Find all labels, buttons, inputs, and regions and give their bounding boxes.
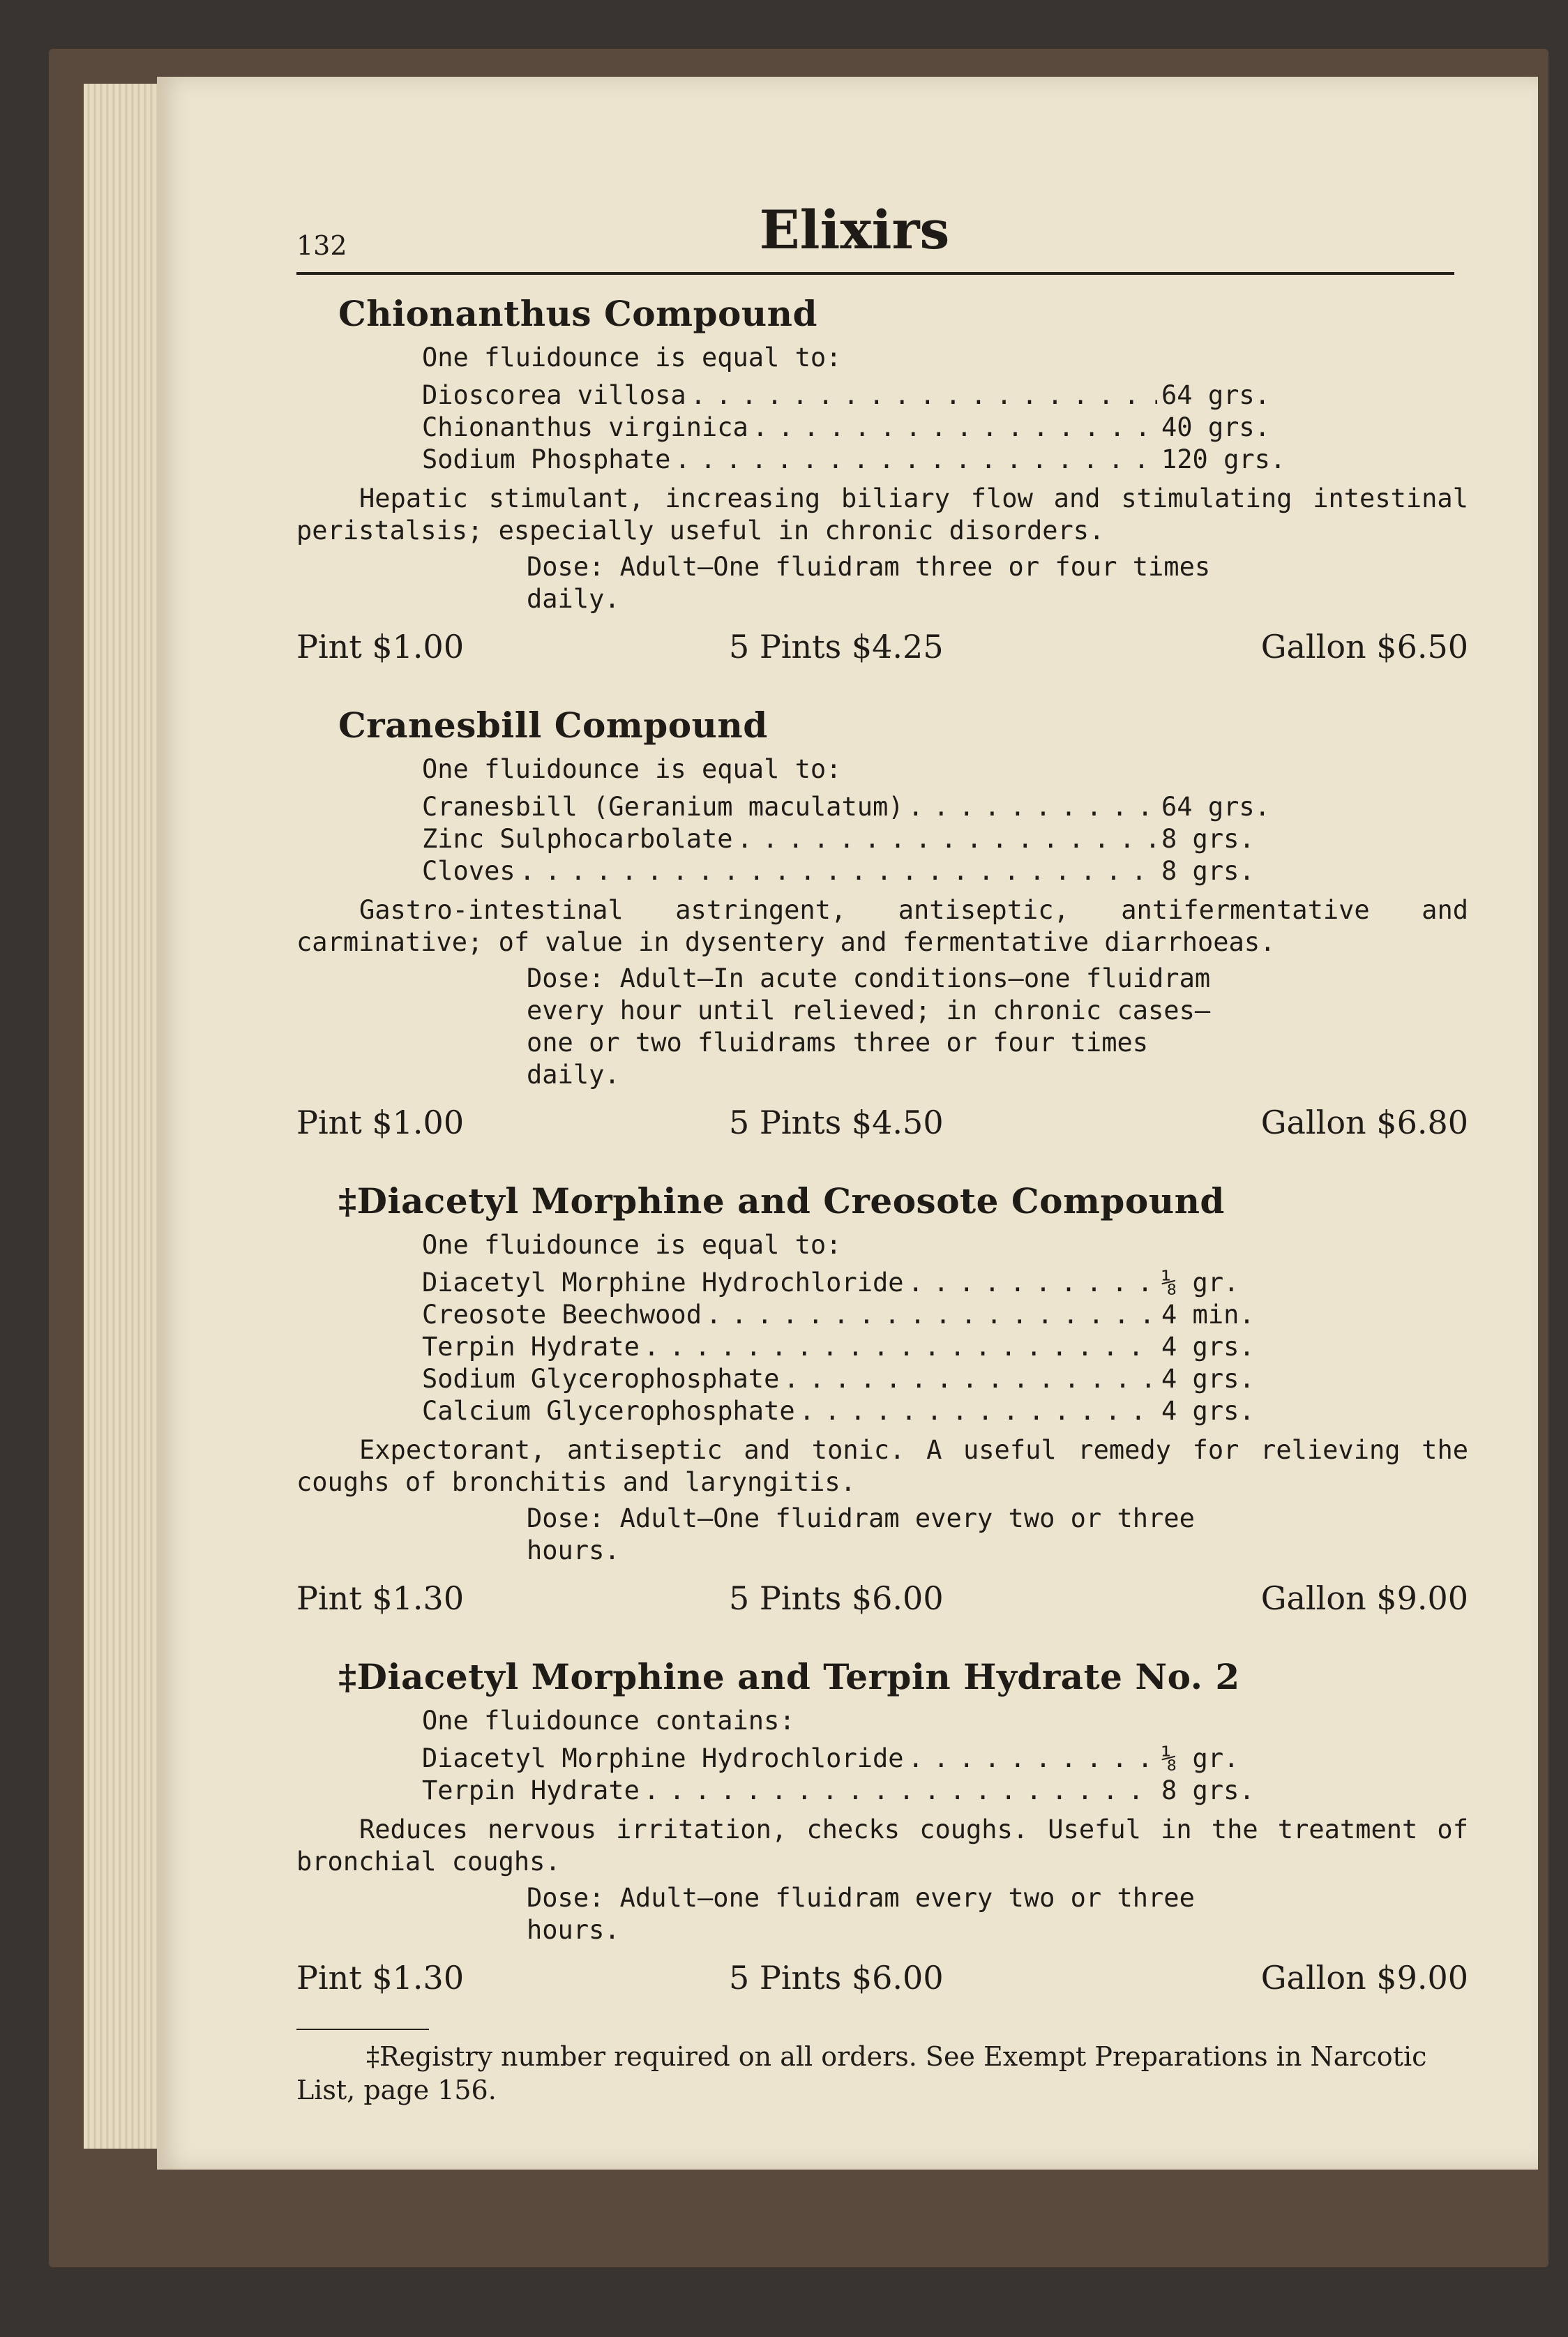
page-content (296, 293, 1468, 2107)
leader-dots (644, 1775, 1157, 1807)
leader-dots (908, 791, 1157, 823)
entry-dose: Dose: Adult—one fluidram every two or three hours. (527, 1883, 1195, 1945)
ingredient-row (422, 1775, 1294, 1807)
entry-title: ‡Diacetyl Morphine and Terpin Hydrate No. 2 (338, 1656, 1240, 1697)
entry-intro: One fluidounce contains: (422, 1706, 795, 1736)
entry-intro: One fluidounce is equal to: (422, 754, 842, 784)
ingredient-row (422, 791, 1294, 823)
price-row (296, 628, 1468, 670)
leader-dots (520, 855, 1157, 887)
page-number: 132 (296, 230, 347, 261)
entry-dose: Dose: Adult—One fluidram every two or three hours. (527, 1503, 1195, 1565)
ingredient-qty: 4 grs. (1161, 1396, 1255, 1426)
ingredient-qty: 64 grs. (1161, 792, 1270, 822)
entry-diacetyl-morphine-terpin (296, 1656, 1468, 2001)
ingredient-row (422, 1299, 1294, 1331)
entry-chionanthus-compound (296, 293, 1468, 670)
entry-title: ‡Diacetyl Morphine and Creosote Compound (338, 1180, 1225, 1222)
ingredient-name: Sodium Phosphate (422, 444, 671, 474)
ingredient-qty: 8 grs. (1161, 1775, 1255, 1805)
ingredient-row (422, 823, 1294, 855)
ingredient-row (422, 1363, 1294, 1395)
price-pint: Pint $1.30 (296, 1959, 465, 1997)
ingredient-qty: 40 grs. (1161, 412, 1270, 442)
ingredient-name: Terpin Hydrate (422, 1332, 640, 1362)
leader-dots (644, 1331, 1157, 1363)
ingredient-qty: ⅛ gr. (1161, 1743, 1239, 1773)
ingredient-name: Diacetyl Morphine Hydrochloride (422, 1743, 904, 1773)
entry-title: Chionanthus Compound (338, 293, 817, 334)
price-pint: Pint $1.00 (296, 628, 465, 666)
leader-dots (737, 823, 1157, 855)
price-five-pints: 5 Pints $4.50 (729, 1104, 944, 1141)
leader-dots (691, 380, 1157, 412)
entry-intro: One fluidounce is equal to: (422, 1230, 842, 1260)
entry-gap (296, 670, 1468, 705)
price-row (296, 1959, 1468, 2001)
ingredient-row (422, 380, 1294, 412)
price-pint: Pint $1.30 (296, 1579, 465, 1617)
ingredient-name: Dioscorea villosa (422, 380, 686, 410)
ingredient-row (422, 1267, 1294, 1299)
book-page (157, 77, 1538, 2170)
price-gallon: Gallon $6.80 (1260, 1104, 1468, 1141)
ingredient-name: Zinc Sulphocarbolate (422, 824, 733, 854)
ingredient-row (422, 855, 1294, 887)
price-row (296, 1104, 1468, 1145)
ingredient-qty: ⅛ gr. (1161, 1268, 1239, 1298)
entry-gap (296, 1621, 1468, 1656)
price-gallon: Gallon $9.00 (1260, 1959, 1468, 1997)
price-five-pints: 5 Pints $4.25 (729, 628, 944, 666)
entry-description: Gastro-intestinal astringent, antiseptic, antifermentative and carminative; of value in dysentery and fermentative diarrhoeas. (296, 895, 1468, 957)
ingredient-qty: 4 grs. (1161, 1332, 1255, 1362)
entry-diacetyl-morphine-creosote (296, 1180, 1468, 1621)
ingredient-qty: 8 grs. (1161, 824, 1255, 854)
entry-intro: One fluidounce is equal to: (422, 343, 842, 373)
footnote: ‡Registry number required on all orders. See Exempt Preparations in Narcotic List, page 156. (296, 2041, 1427, 2105)
price-five-pints: 5 Pints $6.00 (729, 1959, 944, 1997)
ingredient-name: Creosote Beechwood (422, 1300, 702, 1330)
entry-dose: Dose: Adult—In acute conditions—one fluidram every hour until relieved; in chronic cases—one or two fluidrams three or four times daily. (527, 963, 1211, 1090)
page-title: Elixirs (759, 199, 950, 261)
price-gallon: Gallon $9.00 (1260, 1579, 1468, 1617)
leader-dots (783, 1363, 1157, 1395)
leader-dots (753, 412, 1157, 444)
entry-description: Reduces nervous irritation, checks coughs. Useful in the treatment of bronchial coughs. (296, 1814, 1468, 1877)
entry-description: Hepatic stimulant, increasing biliary flow and stimulating intestinal peristalsis; especially useful in chronic disorders. (296, 483, 1468, 546)
ingredient-row (422, 412, 1294, 444)
ingredient-row (422, 1743, 1294, 1775)
ingredient-name: Sodium Glycerophosphate (422, 1364, 780, 1394)
price-row (296, 1579, 1468, 1621)
ingredient-row (422, 444, 1294, 476)
header-rule (296, 272, 1454, 275)
ingredient-row (422, 1331, 1294, 1363)
ingredient-qty: 4 min. (1161, 1300, 1255, 1330)
ingredient-qty: 64 grs. (1161, 380, 1270, 410)
entry-dose: Dose: Adult—One fluidram three or four times daily. (527, 552, 1211, 614)
entry-gap (296, 1145, 1468, 1180)
entry-title: Cranesbill Compound (338, 705, 768, 746)
ingredient-name: Chionanthus virginica (422, 412, 748, 442)
price-five-pints: 5 Pints $6.00 (729, 1579, 944, 1617)
entry-description: Expectorant, antiseptic and tonic. A useful remedy for relieving the coughs of bronchitis and laryngitis. (296, 1435, 1468, 1497)
ingredient-name: Calcium Glycerophosphate (422, 1396, 795, 1426)
footnote-rule (296, 2029, 429, 2030)
ingredient-name: Diacetyl Morphine Hydrochloride (422, 1268, 904, 1298)
ingredient-name: Terpin Hydrate (422, 1775, 640, 1805)
ingredient-name: Cloves (422, 856, 515, 886)
ingredient-row (422, 1395, 1294, 1427)
leader-dots (908, 1267, 1157, 1299)
leader-dots (799, 1395, 1157, 1427)
ingredient-qty: 8 grs. (1161, 856, 1255, 886)
price-gallon: Gallon $6.50 (1260, 628, 1468, 666)
entry-cranesbill-compound (296, 705, 1468, 1145)
leader-dots (674, 444, 1157, 476)
ingredient-name: Cranesbill (Geranium maculatum) (422, 792, 904, 822)
page-header (296, 199, 1568, 269)
price-pint: Pint $1.00 (296, 1104, 465, 1141)
ingredient-qty: 120 grs. (1161, 444, 1286, 474)
leader-dots (706, 1299, 1157, 1331)
ingredient-qty: 4 grs. (1161, 1364, 1255, 1394)
leader-dots (908, 1743, 1157, 1775)
